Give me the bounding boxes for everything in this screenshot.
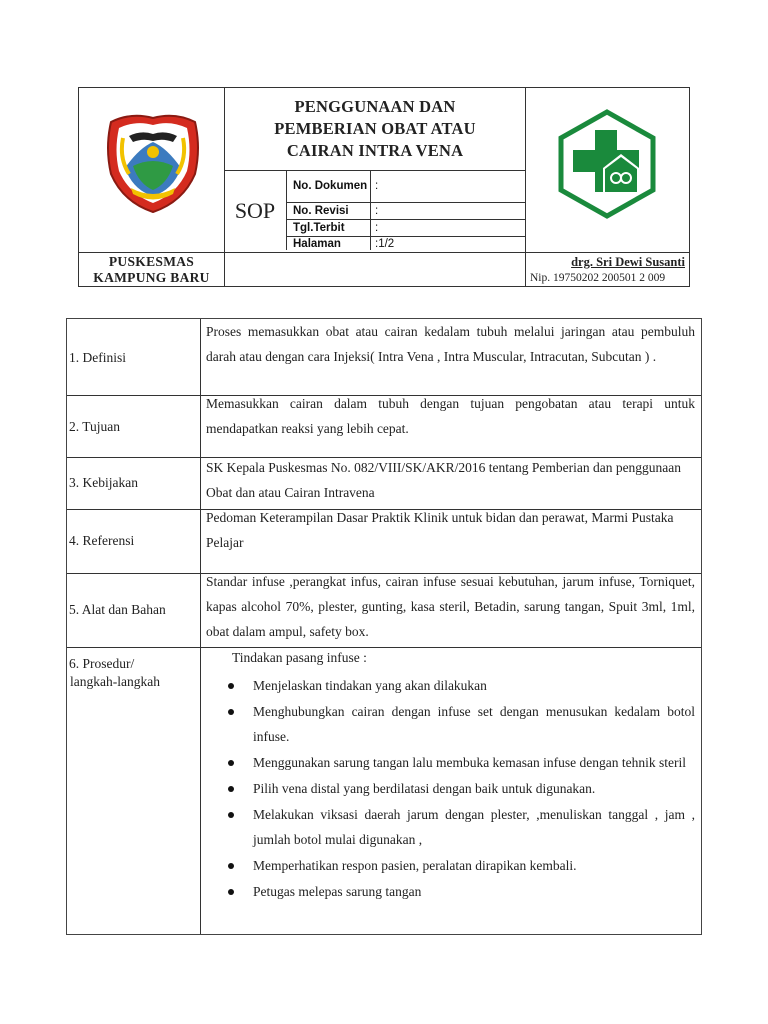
section-text: Proses memasukkan obat atau cairan kedalam tubuh melalui jaringan atau pembuluh darah atau dengan cara Injeksi( Intra Vena , Intra Muscular, Intracutan, Subcutan ) . bbox=[206, 324, 695, 364]
procedure-steps bbox=[222, 673, 695, 905]
puskesmas-name-line: PUSKESMAS bbox=[108, 254, 195, 269]
table-row bbox=[67, 457, 701, 509]
doctor-nip: Nip. 19750202 200501 2 009 bbox=[530, 272, 666, 284]
sop-header bbox=[78, 87, 690, 287]
section-text: Standar infuse ,perangkat infus, cairan infuse sesuai kebutuhan, jarum infuse, Torniquet, kapas alcohol 70%, plester, gunting, kasa steril, Betadin, sarung tangan, Spuit 3ml, 1ml, obat dalam ampul, safety box. bbox=[206, 574, 695, 639]
procedure-intro: Tindakan pasang infuse : bbox=[232, 650, 367, 665]
section-label: 2. Tujuan bbox=[69, 419, 121, 434]
list-item bbox=[222, 776, 695, 801]
sop-label: SOP bbox=[234, 198, 276, 223]
puskesmas-name-line: KAMPUNG BARU bbox=[93, 270, 210, 285]
bullet-icon bbox=[228, 760, 234, 766]
procedure-label-line: 6. Prosedur/ bbox=[69, 656, 135, 671]
meta-value: : bbox=[375, 221, 379, 234]
bullet-icon bbox=[228, 683, 234, 689]
list-item bbox=[222, 750, 695, 775]
procedure-label bbox=[69, 655, 199, 691]
meta-row-revision bbox=[286, 202, 525, 219]
meta-value: :1/2 bbox=[375, 238, 395, 250]
section-label: 4. Referensi bbox=[69, 533, 135, 548]
step-text: Memperhatikan respon pasien, peralatan dirapikan kembali. bbox=[253, 858, 577, 873]
section-text: SK Kepala Puskesmas No. 082/VIII/SK/AKR/2016 tentang Pemberian dan penggunaan Obat dan atau Cairan Intravena bbox=[206, 460, 682, 500]
meta-label: No. Revisi bbox=[293, 204, 349, 217]
meta-row-issue-date bbox=[286, 219, 525, 236]
step-text: Pilih vena distal yang berdilatasi dengan baik untuk digunakan. bbox=[253, 781, 596, 796]
table-row bbox=[67, 319, 701, 395]
table-row bbox=[67, 509, 701, 573]
list-item bbox=[222, 853, 695, 878]
title-line: PEMBERIAN OBAT ATAU bbox=[274, 119, 476, 138]
bullet-icon bbox=[228, 889, 234, 895]
section-label: 1. Definisi bbox=[69, 350, 126, 365]
puskesmas-logo bbox=[555, 108, 659, 220]
health-cross-icon bbox=[555, 108, 659, 220]
step-text: Melakukan viksasi daerah jarum dengan plester, ,menuliskan tanggal , jam , jumlah botol mulai digunakan , bbox=[253, 807, 695, 847]
bullet-icon bbox=[228, 863, 234, 869]
regency-shield-icon bbox=[103, 108, 203, 218]
section-label: 3. Kebijakan bbox=[69, 475, 138, 490]
meta-label: Tgl.Terbit bbox=[293, 221, 345, 234]
bullet-icon bbox=[228, 812, 234, 818]
meta-value: : bbox=[375, 180, 379, 192]
section-text: Pedoman Keterampilan Dasar Praktik Klinik untuk bidan dan perawat, Marmi Pustaka Pelajar bbox=[206, 510, 674, 550]
sop-content-table bbox=[66, 318, 702, 935]
signatory bbox=[525, 252, 691, 288]
procedure-label-line: langkah-langkah bbox=[70, 674, 160, 689]
bullet-icon bbox=[228, 786, 234, 792]
meta-label: No. Dokumen bbox=[293, 180, 368, 192]
list-item bbox=[222, 699, 695, 749]
step-text: Menjelaskan tindakan yang akan dilakukan bbox=[253, 678, 487, 693]
puskesmas-name bbox=[79, 252, 224, 288]
table-row-divider bbox=[67, 647, 701, 648]
title-line: CAIRAN INTRA VENA bbox=[286, 141, 464, 160]
title-line: PENGGUNAAN DAN bbox=[294, 97, 456, 116]
table-row bbox=[67, 395, 701, 457]
table-row bbox=[67, 573, 701, 647]
list-item bbox=[222, 673, 695, 698]
section-label: 5. Alat dan Bahan bbox=[69, 602, 166, 617]
step-text: Menghubungkan cairan dengan infuse set dengan menusukan kedalam botol infuse. bbox=[253, 704, 695, 744]
list-item bbox=[222, 802, 695, 852]
meta-label: Halaman bbox=[293, 238, 341, 250]
bullet-icon bbox=[228, 709, 234, 715]
step-text: Petugas melepas sarung tangan bbox=[253, 884, 422, 899]
regency-logo bbox=[103, 108, 203, 218]
list-item bbox=[222, 879, 695, 904]
meta-row-document-number bbox=[286, 170, 525, 202]
meta-value: : bbox=[375, 204, 379, 217]
doctor-name: drg. Sri Dewi Susanti bbox=[571, 255, 685, 269]
meta-row-page bbox=[286, 236, 525, 252]
step-text: Menggunakan sarung tangan lalu membuka kemasan infuse dengan tehnik steril bbox=[253, 755, 687, 770]
section-text: Memasukkan cairan dalam tubuh dengan tujuan pengobatan atau terapi untuk mendapatkan reaksi yang lebih cepat. bbox=[206, 396, 695, 436]
document-title bbox=[224, 88, 526, 170]
